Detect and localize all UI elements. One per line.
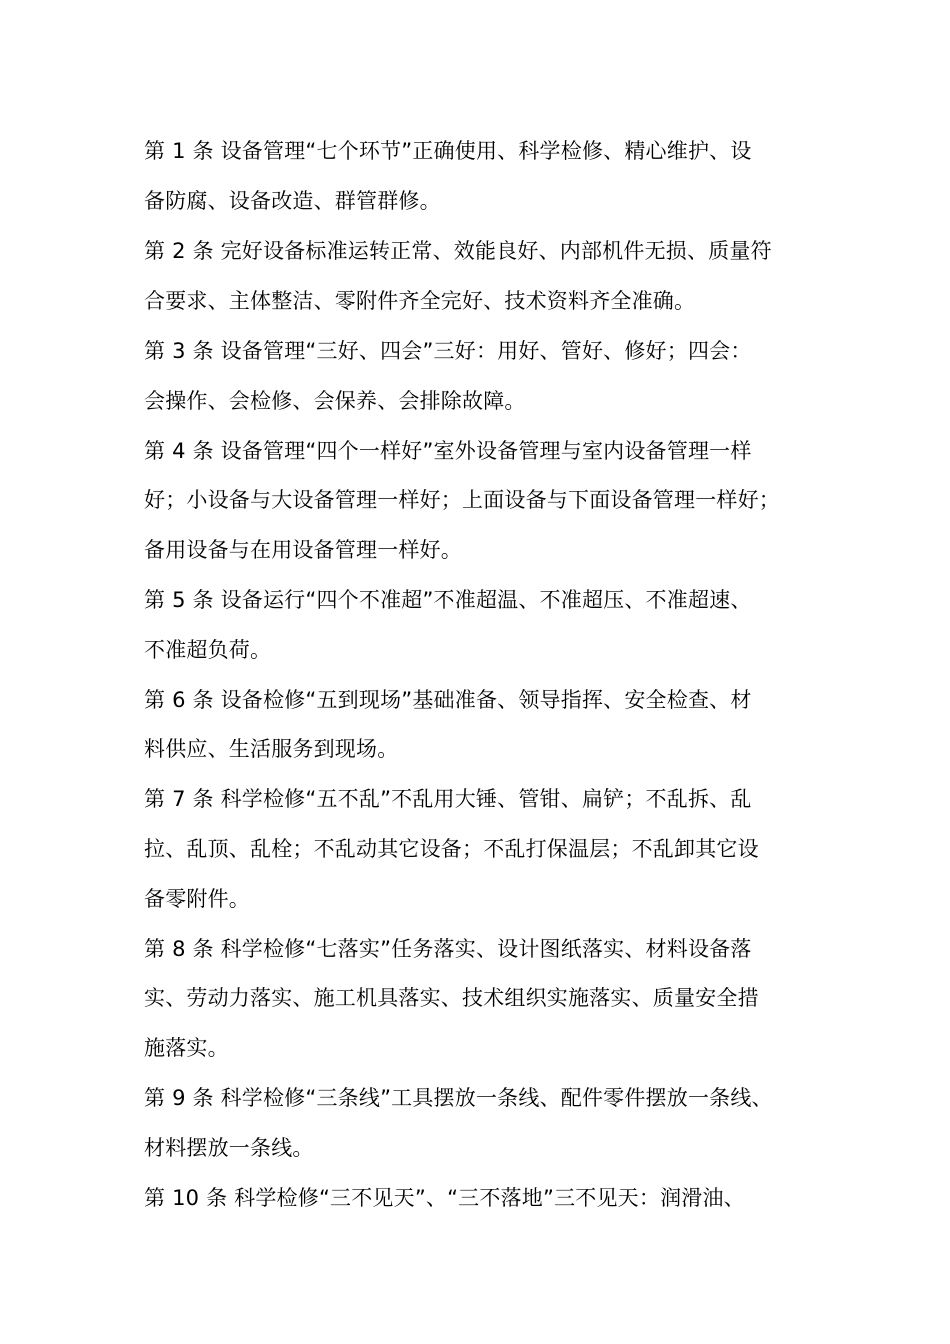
text-line: 好；小设备与大设备管理一样好；上面设备与下面设备管理一样好；: [144, 488, 780, 512]
text-line: 第 9 条 科学检修“三条线”工具摆放一条线、配件零件摆放一条线、: [144, 1086, 773, 1110]
text-line: 第 2 条 完好设备标准运转正常、效能良好、内部机件无损、质量符: [144, 239, 772, 263]
text-line: 第 7 条 科学检修“五不乱”不乱用大锤、管钳、扁铲；不乱拆、乱: [144, 787, 752, 811]
text-line: 会操作、会检修、会保养、会排除故障。: [144, 389, 526, 413]
text-line: 材料摆放一条线。: [144, 1136, 314, 1160]
text-line: 拉、乱顶、乱栓；不乱动其它设备；不乱打保温层；不乱卸其它设: [144, 837, 759, 861]
text-line: 第 8 条 科学检修“七落实”任务落实、设计图纸落实、材料设备落: [144, 937, 752, 961]
text-line: 备零附件。: [144, 887, 250, 911]
text-line: 备用设备与在用设备管理一样好。: [144, 538, 462, 562]
text-line: 施落实。: [144, 1036, 229, 1060]
text-line: 第 6 条 设备检修“五到现场”基础准备、领导指挥、安全检查、材: [144, 688, 752, 712]
text-line: 第 3 条 设备管理“三好、四会”三好：用好、管好、修好；四会：: [144, 339, 752, 363]
text-line: 料供应、生活服务到现场。: [144, 737, 399, 761]
text-line: 第 5 条 设备运行“四个不准超”不准超温、不准超压、不准超速、: [144, 588, 752, 612]
text-line: 实、劳动力落实、施工机具落实、技术组织实施落实、质量安全措: [144, 986, 759, 1010]
text-line: 第 1 条 设备管理“七个环节”正确使用、科学检修、精心维护、设: [144, 139, 752, 163]
text-line: 第 10 条 科学检修“三不见天”、“三不落地”三不见天：润滑油、: [144, 1186, 745, 1210]
text-line: 第 4 条 设备管理“四个一样好”室外设备管理与室内设备管理一样: [144, 439, 752, 463]
text-line: 合要求、主体整洁、零附件齐全完好、技术资料齐全准确。: [144, 289, 696, 313]
text-line: 备防腐、设备改造、群管群修。: [144, 189, 441, 213]
text-line: 不准超负荷。: [144, 638, 272, 662]
